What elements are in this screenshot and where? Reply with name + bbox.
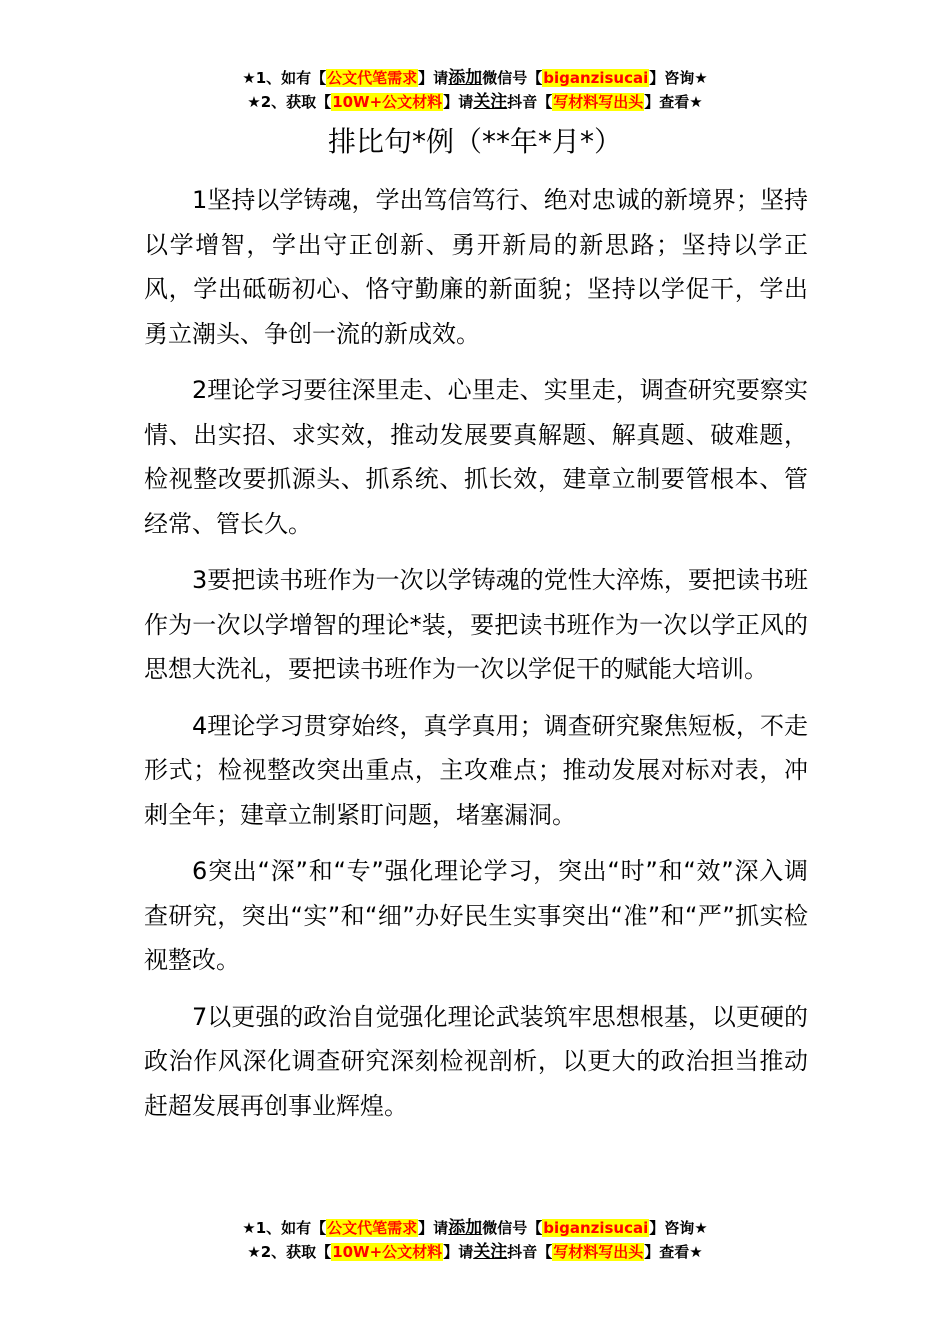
banner-keyword: 关注: [473, 92, 508, 112]
banner-highlight: 10W+公文材料: [332, 1243, 443, 1261]
banner-text: 微信号【: [482, 69, 543, 87]
paragraph: 1坚持以学铸魂，学出笃信笃行、绝对忠诚的新境界；坚持以学增智，学出守正创新、勇开新局的新思路；坚持以学正风，学出砥砺初心、恪守勤廉的新面貌；坚持以学促干，学出勇立潮头、争创一流的新成效。: [144, 186, 808, 348]
banner-text: 抖音【: [507, 93, 553, 111]
paragraph: 6突出“深”和“专”强化理论学习，突出“时”和“效”深入调查研究，突出“实”和“细”办好民生实事突出“准”和“严”抓实检视整改。: [144, 857, 808, 974]
page-title: 排比句*例（**年*月*）: [327, 125, 622, 158]
banner-line-2: [0, 1240, 950, 1264]
banner-highlight: biganzisucai: [543, 1219, 649, 1237]
banner-highlight: 公文代笔需求: [327, 69, 418, 87]
banner-text: 】请: [418, 69, 449, 87]
document-body: [144, 178, 808, 1140]
header-banner: [0, 66, 950, 114]
banner-text: 】咨询★: [649, 1219, 708, 1237]
banner-text: ★2、获取【: [247, 1243, 332, 1261]
banner-highlight: 写材料写出头: [553, 93, 644, 111]
banner-text: 】请: [418, 1219, 449, 1237]
banner-keyword: 添加: [448, 1218, 483, 1238]
banner-text: 抖音【: [507, 1243, 553, 1261]
banner-highlight: 公文代笔需求: [327, 1219, 418, 1237]
banner-keyword: 添加: [448, 68, 483, 88]
banner-keyword: 关注: [473, 1242, 508, 1262]
banner-highlight: biganzisucai: [543, 69, 649, 87]
banner-text: ★2、获取【: [247, 93, 332, 111]
banner-line-1: [0, 1216, 950, 1240]
banner-text: 】查看★: [644, 93, 703, 111]
banner-highlight: 写材料写出头: [553, 1243, 644, 1261]
paragraph: 4理论学习贯穿始终，真学真用；调查研究聚焦短板，不走形式；检视整改突出重点，主攻难点；推动发展对标对表，冲刺全年；建章立制紧盯问题，堵塞漏洞。: [144, 711, 808, 829]
banner-text: 】请: [443, 1243, 474, 1261]
paragraph: 7以更强的政治自觉强化理论武装筑牢思想根基，以更硬的政治作风深化调查研究深刻检视剖析，以更大的政治担当推动赶超发展再创事业辉煌。: [144, 1002, 808, 1120]
banner-text: 微信号【: [482, 1219, 543, 1237]
banner-text: 】咨询★: [649, 69, 708, 87]
paragraph: 3要把读书班作为一次以学铸魂的党性大淬炼，要把读书班作为一次以学增智的理论*装，要把读书班作为一次以学正风的思想大洗礼，要把读书班作为一次以学促干的赋能大培训。: [144, 566, 808, 683]
paragraph: 2理论学习要往深里走、心里走、实里走，调查研究要察实情、出实招、求实效，推动发展要真解题、解真题、破难题，检视整改要抓源头、抓系统、抓长效，建章立制要管根本、管经常、管长久。: [144, 376, 808, 538]
banner-text: ★1、如有【: [242, 1219, 327, 1237]
banner-text: 】请: [443, 93, 474, 111]
banner-highlight: 10W+公文材料: [332, 93, 443, 111]
banner-text: ★1、如有【: [242, 69, 327, 87]
banner-line-2: [0, 90, 950, 114]
banner-line-1: [0, 66, 950, 90]
banner-text: 】查看★: [644, 1243, 703, 1261]
footer-banner: [0, 1216, 950, 1264]
